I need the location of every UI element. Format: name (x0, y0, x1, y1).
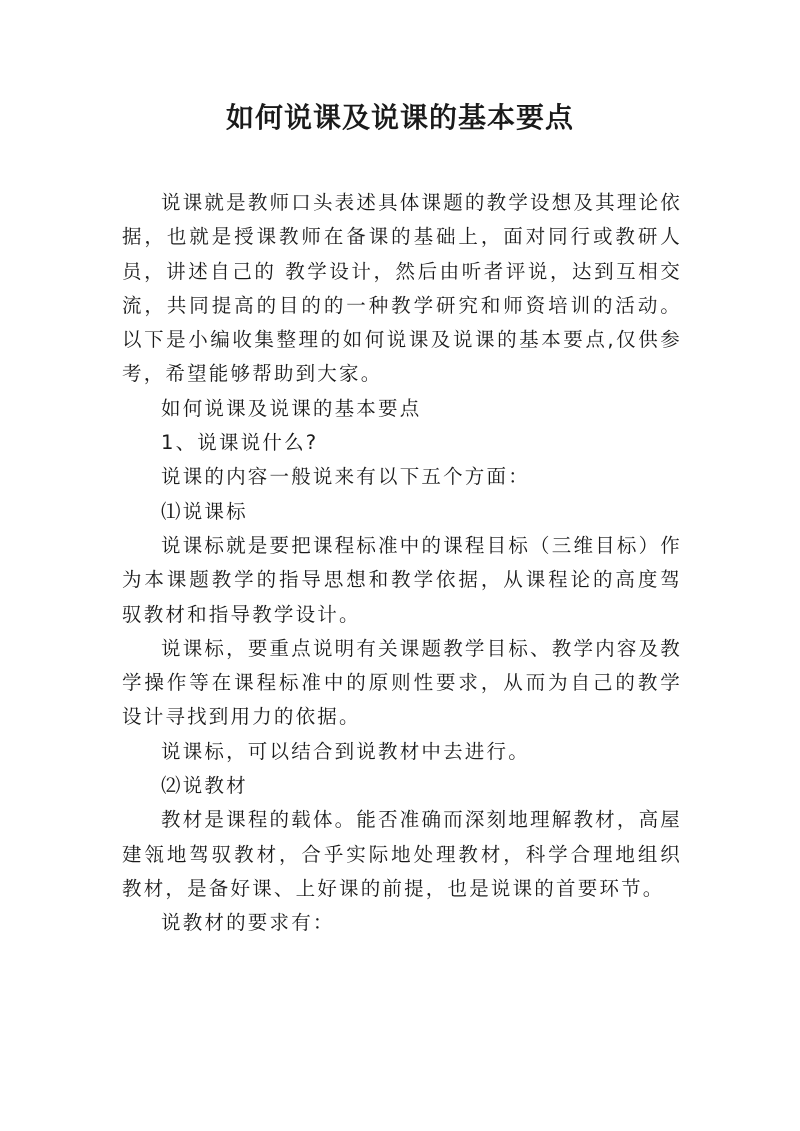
paragraph-intro: 说课就是教师口头表述具体课题的教学设想及其理论依据，也就是授课教师在备课的基础上，面对同行或教研人员，讲述自己的 教学设计，然后由听者评说，达到互相交流，共同提高的目的的一种教学研究和师资培训的活动。以下是小编收集整理的如何说课及说课的基本要点,仅供参考，希望能够帮助到大家。 (122, 191, 682, 386)
paragraph-question: 1、说课说什么? (161, 431, 319, 455)
paragraph-section-heading: 如何说课及说课的基本要点 (161, 396, 422, 420)
paragraph-curriculum-combine: 说课标，可以结合到说教材中去进行。 (161, 739, 530, 763)
paragraph-content-overview: 说课的内容一般说来有以下五个方面： (161, 465, 530, 489)
paragraph-curriculum-definition: 说课标就是要把课程标准中的课程目标（三维目标）作为本课题教学的指导思想和教学依据，从课程论的高度驾驭教材和指导教学设计。 (122, 533, 682, 626)
paragraph-subheading-textbook: ⑵说教材 (161, 774, 248, 798)
document-body (122, 186, 682, 941)
document-title: 如何说课及说课的基本要点 (225, 101, 574, 134)
paragraph-curriculum-focus: 说课标，要重点说明有关课题教学目标、教学内容及教学操作等在课程标准中的原则性要求，从而为自己的教学设计寻找到用力的依据。 (122, 636, 682, 729)
paragraph-subheading-curriculum: ⑴说课标 (161, 499, 248, 523)
paragraph-textbook-definition: 教材是课程的载体。能否准确而深刻地理解教材，高屋建瓴地驾驭教材，合乎实际地处理教材，科学合理地组织教材，是备好课、上好课的前提，也是说课的首要环节。 (122, 808, 682, 900)
paragraph-textbook-requirements: 说教材的要求有： (161, 911, 335, 935)
